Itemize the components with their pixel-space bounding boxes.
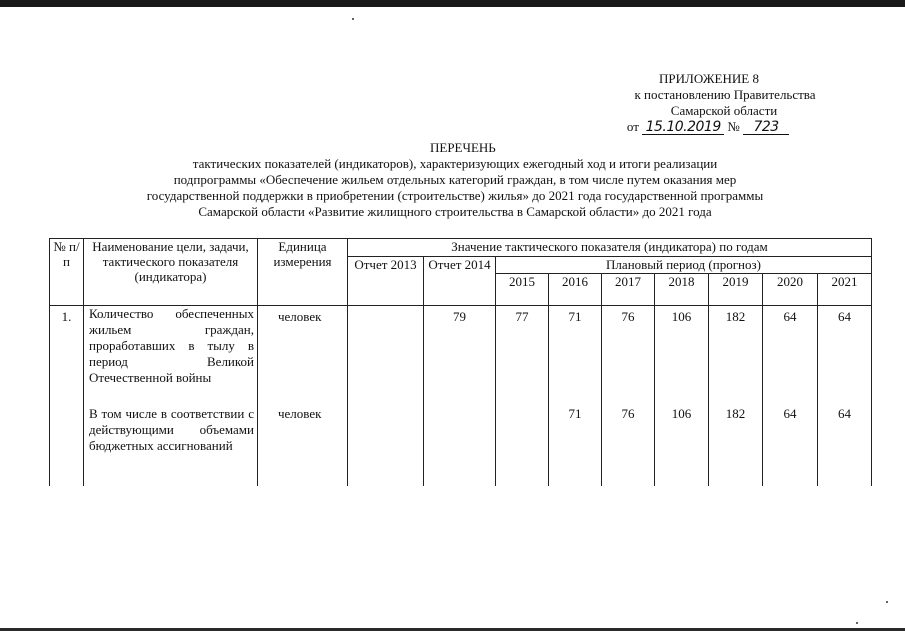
- header-year: 2021: [818, 274, 872, 306]
- indicators-table: [49, 238, 872, 486]
- header-year: 2017: [602, 274, 655, 306]
- description-line: подпрограммы «Обеспечение жильем отдельных категорий граждан, в том числе путем оказания мер: [173, 172, 737, 187]
- header-plan-group: Плановый период (прогноз): [496, 257, 872, 274]
- value-cell: 71: [549, 406, 602, 486]
- value-cell: 64: [763, 406, 818, 486]
- value-cell: [348, 306, 424, 406]
- table-row: [50, 406, 872, 486]
- header-year: 2016: [549, 274, 602, 306]
- indicator-name: Количество обеспеченных жильем граждан, проработавших в тылу в период Великой Отечественной войны: [84, 306, 258, 406]
- value-cell: [496, 406, 549, 486]
- scan-speck: [856, 622, 858, 624]
- scan-top-border: [0, 0, 905, 7]
- value-cell: 106: [655, 306, 709, 406]
- header-year: 2018: [655, 274, 709, 306]
- header-unit: Единица измерения: [258, 239, 348, 306]
- appendix-region: Самарской области: [670, 103, 778, 118]
- scan-speck: [886, 601, 888, 603]
- date-handwritten: 15.10.2019: [645, 119, 721, 135]
- description-line: Самарской области «Развитие жилищного строительства в Самарской области» до 2021 года: [198, 204, 712, 219]
- header-year: 2019: [709, 274, 763, 306]
- header-name: Наименование цели, задачи, тактического показателя (индикатора): [84, 239, 258, 306]
- value-cell: 76: [602, 406, 655, 486]
- header-year: 2015: [496, 274, 549, 306]
- header-report-2014: Отчет 2014: [424, 257, 496, 306]
- value-cell: 71: [549, 306, 602, 406]
- appendix-date-line: [560, 119, 850, 135]
- value-cell: 64: [763, 306, 818, 406]
- number-handwritten: 723: [753, 119, 779, 135]
- scan-speck: [352, 18, 354, 20]
- value-cell: 106: [655, 406, 709, 486]
- value-cell: [348, 406, 424, 486]
- value-cell: 76: [602, 306, 655, 406]
- indicator-name: В том числе в соответствии с действующими объемами бюджетных ассигнований: [84, 406, 258, 486]
- number-prefix: №: [727, 119, 740, 134]
- value-cell: 64: [818, 406, 872, 486]
- date-prefix: от: [626, 119, 639, 134]
- header-year: 2020: [763, 274, 818, 306]
- document-title: ПЕРЕЧЕНЬ: [430, 140, 496, 155]
- description-line: тактических показателей (индикаторов), характеризующих ежегодный ход и итоги реализации: [192, 156, 718, 171]
- header-num: № п/п: [50, 239, 84, 306]
- appendix-subtitle: к постановлению Правительства: [634, 87, 816, 102]
- unit-cell: человек: [258, 406, 348, 486]
- value-cell: 64: [818, 306, 872, 406]
- value-cell: 182: [709, 306, 763, 406]
- description-line: государственной поддержки в приобретении (строительстве) жилья» до 2021 года государственной программы: [146, 188, 764, 203]
- value-cell: 77: [496, 306, 549, 406]
- header-report-2013: Отчет 2013: [348, 257, 424, 306]
- unit-cell: человек: [258, 306, 348, 406]
- value-cell: [424, 406, 496, 486]
- appendix-block: [560, 71, 850, 135]
- value-cell: 79: [424, 306, 496, 406]
- row-number: 1.: [50, 306, 84, 406]
- header-values-group: Значение тактического показателя (индикатора) по годам: [348, 239, 872, 257]
- scan-bottom-border: [0, 628, 905, 631]
- row-number: [50, 406, 84, 486]
- appendix-title: ПРИЛОЖЕНИЕ 8: [659, 71, 759, 86]
- document-description: [40, 156, 870, 220]
- value-cell: 182: [709, 406, 763, 486]
- table-row: [50, 306, 872, 406]
